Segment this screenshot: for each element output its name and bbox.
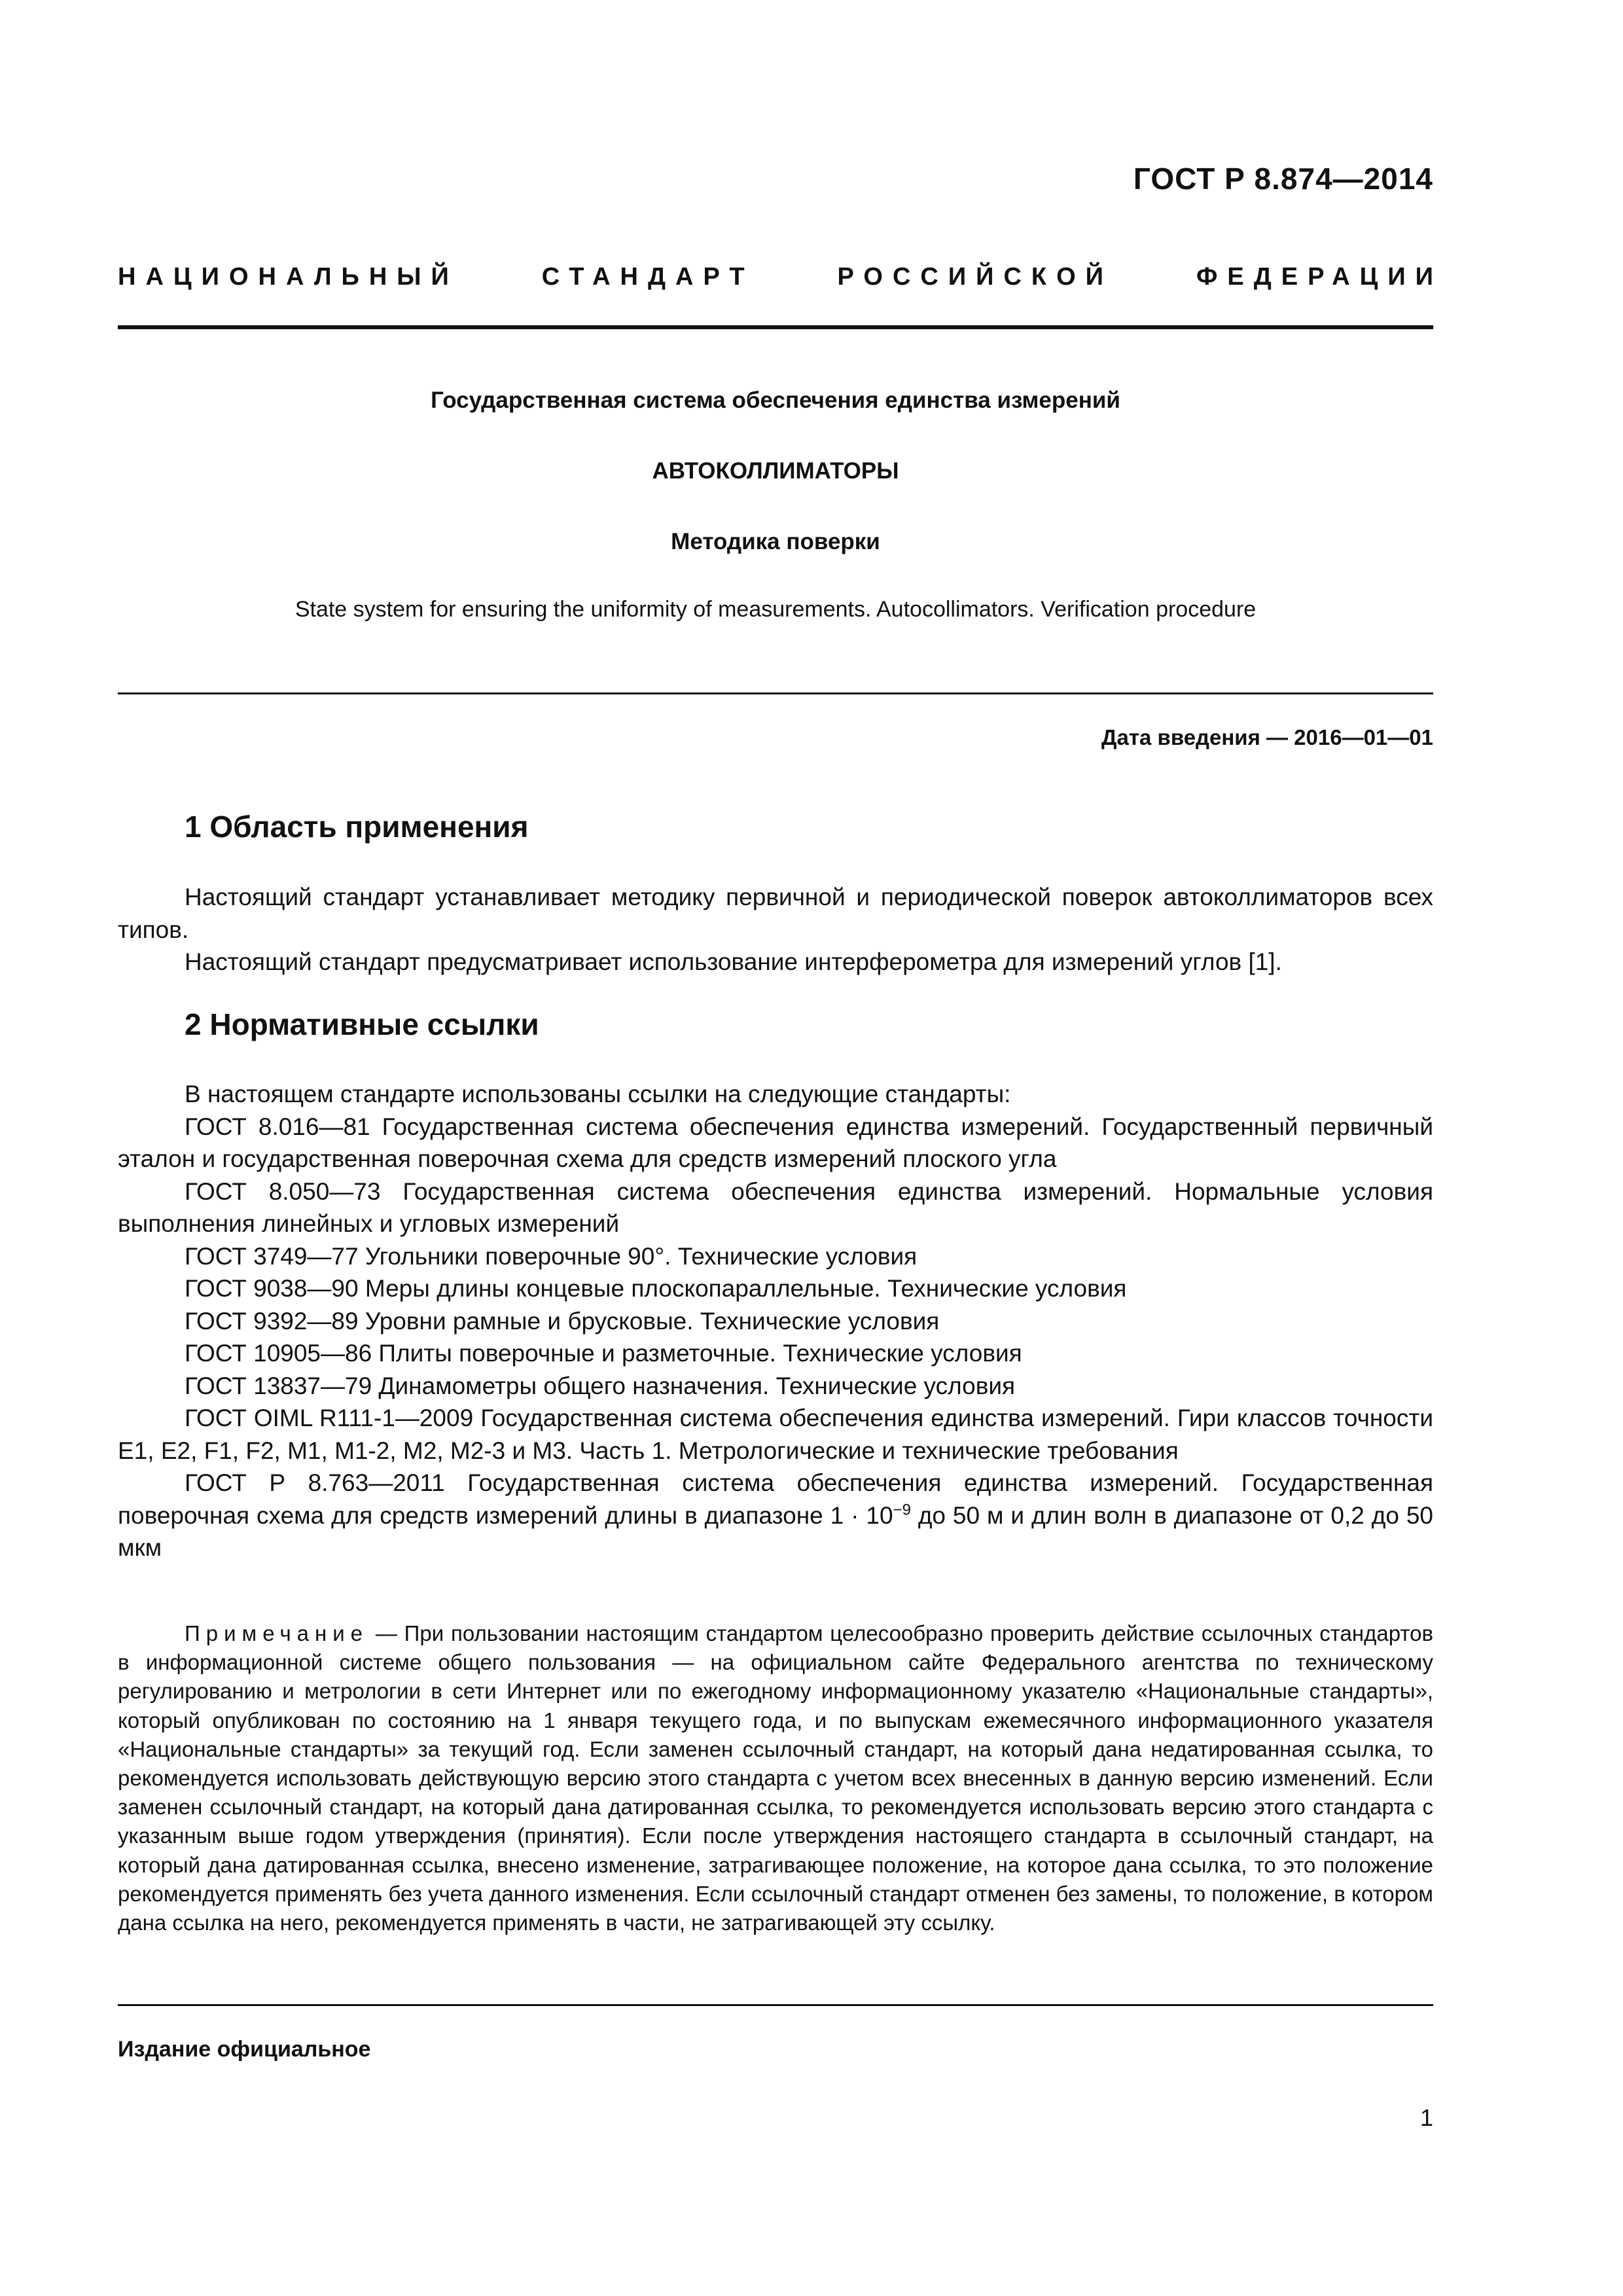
section-2-body xyxy=(118,1078,1433,1564)
reference-item xyxy=(118,1467,1433,1564)
page-number: 1 xyxy=(1419,2104,1433,2131)
edition-label: Издание официальное xyxy=(118,2037,371,2062)
exponent: −9 xyxy=(893,1501,911,1519)
header-word: РОССИЙСКОЙ xyxy=(837,263,1113,291)
reference-item: ГОСТ 9038—90 Меры длины концевые плоскопараллельные. Технические условия xyxy=(185,1275,1127,1302)
reference-text: ГОСТ Р 8.763—2011 Государственная система обеспечения единства измерений. Государственная поверочная схема для средств измерений длины в диапазоне 1 · 10 xyxy=(118,1469,1433,1529)
reference-item: ГОСТ OIML R111-1—2009 Государственная система обеспечения единства измерений. Гири классов точности E1, E2, F1, F2, M1, M1-2, M2, M2-3 и M3. Часть 1. Метрологические и технические требования xyxy=(118,1405,1433,1464)
title-device: АВТОКОЛЛИМАТОРЫ xyxy=(652,458,899,484)
title-system: Государственная система обеспечения единства измерений xyxy=(431,387,1120,413)
title-english: State system for ensuring the uniformity of measurements. Autocollimators. Verification procedure xyxy=(294,597,1257,622)
header-word: НАЦИОНАЛЬНЫЙ xyxy=(118,263,459,291)
title-method: Методика поверки xyxy=(671,529,880,554)
reference-item: ГОСТ 3749—77 Угольники поверочные 90°. Технические условия xyxy=(185,1242,918,1270)
title-divider xyxy=(118,692,1433,694)
section-2-heading: 2 Нормативные ссылки xyxy=(185,1007,539,1041)
section-1-heading: 1 Область применения xyxy=(185,810,529,844)
reference-item: ГОСТ 8.050—73 Государственная система обеспечения единства измерений. Нормальные условия выполнения линейных и угловых измерений xyxy=(118,1177,1433,1237)
note-block xyxy=(118,1619,1433,1937)
section-1-body xyxy=(118,881,1433,978)
header-word: СТАНДАРТ xyxy=(541,263,755,291)
note-label: Примечание xyxy=(185,1621,369,1645)
paragraph: Настоящий стандарт предусматривает использование интерферометра для измерений углов [1]. xyxy=(185,948,1282,975)
reference-item: ГОСТ 9392—89 Уровни рамные и брусковые. Технические условия xyxy=(185,1307,940,1335)
reference-item: ГОСТ 8.016—81 Государственная система обеспечения единства измерений. Государственный первичный эталон и государственная поверочная схема для средств измерений плоского угла xyxy=(118,1113,1433,1172)
header-word: ФЕДЕРАЦИИ xyxy=(1196,263,1443,291)
introduction-date: Дата введения — 2016—01—01 xyxy=(1101,725,1433,749)
note-text: — При пользовании настоящим стандартом целесообразно проверить действие ссылочных стандартов в информационной системе общего пользования — на официальном сайте Федерального агентства по техническому регулированию и метрологии в сети Интернет или по ежегодному информационному указателю «Национальные стандарты», который опубликован по состоянию на 1 января текущего года, и по выпускам ежемесячного информационного указателя «Национальные стандарты» за текущий год. Если заменен ссылочный стандарт, на который дана недатированная ссылка, то рекомендуется использовать действующую версию этого стандарта с учетом всех внесенных в данную версию изменений. Если заменен ссылочный стандарт, на который дана датированная ссылка, то рекомендуется использовать версию этого стандарта с указанным выше годом утверждения (принятия). Если после утверждения настоящего стандарта в ссылочный стандарт, на который дана датированная ссылка, внесено изменение, затрагивающее положение, на которое дана ссылка, то это положение рекомендуется применять без учета данного изменения. Если ссылочный стандарт отменен без замены, то положение, в котором дана ссылка на него, рекомендуется применять в части, не затрагивающей эту ссылку. xyxy=(118,1621,1433,1935)
reference-text: до 50 м и длин волн в диапазоне от 0,2 до 50 мкм xyxy=(118,1501,1433,1561)
paragraph: Настоящий стандарт устанавливает методику первичной и периодической поверок автоколлиматоров всех типов. xyxy=(118,884,1433,943)
national-standard-header xyxy=(118,263,1443,291)
reference-item: ГОСТ 13837—79 Динамометры общего назначения. Технические условия xyxy=(185,1372,1016,1399)
standard-number: ГОСТ Р 8.874—2014 xyxy=(1133,162,1433,196)
paragraph: В настоящем стандарте использованы ссылки на следующие стандарты: xyxy=(185,1081,1011,1107)
reference-item: ГОСТ 10905—86 Плиты поверочные и разметочные. Технические условия xyxy=(185,1340,1022,1367)
footer-divider xyxy=(118,2004,1433,2006)
header-divider xyxy=(118,325,1433,329)
